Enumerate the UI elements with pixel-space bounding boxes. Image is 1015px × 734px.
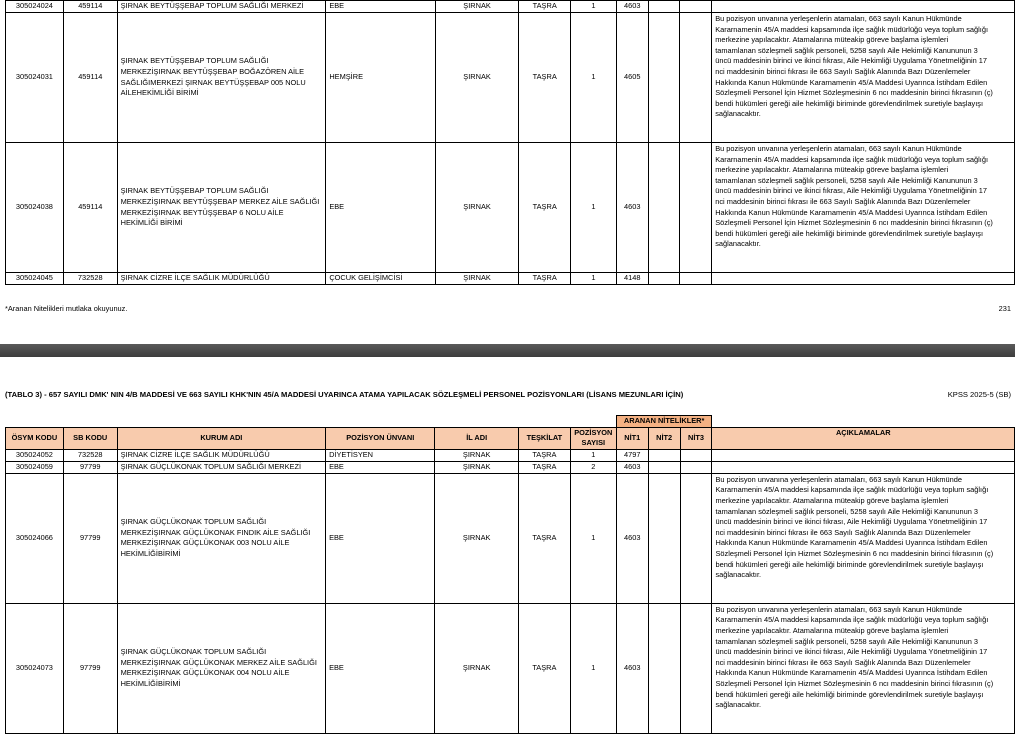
- kurum-adi-line: ŞIRNAK GÜÇLÜKONAK TOPLUM SAĞLIĞI MERKEZİ: [120, 517, 267, 537]
- nit3: [680, 473, 712, 603]
- table-row: [6, 1, 1015, 13]
- aciklamalar-line: nci maddesinin birinci fıkrası ile 663 Sayılı Sağlık Alanında Bazı Düzenlemeler: [715, 196, 971, 206]
- aciklamalar: [712, 603, 1015, 733]
- il-adi: ŞIRNAK: [435, 603, 518, 733]
- osym-kodu: 305024066: [6, 473, 64, 603]
- teskilat: TAŞRA: [518, 603, 570, 733]
- kurum-adi-line: ŞIRNAK GÜÇLÜKONAK FINDIK AİLE SAĞLIĞI MERKEZİ: [120, 527, 311, 548]
- kurum-adi-line: ŞIRNAK BEYTÜŞŞEBAP MERKEZ AİLE SAĞLIĞI MERKEZİ: [120, 196, 320, 217]
- nit2: [648, 143, 680, 273]
- table-row: [6, 143, 1015, 273]
- aciklamalar-line: tamamlanan sözleşmeli sağlık personeli, 5258 sayılı Aile Hekimliği Kanununun 3: [715, 636, 978, 646]
- aciklamalar-line: Kararnamenin 45/A maddesi kapsamında ilçe sağlık müdürlüğü veya toplum sağlığı: [715, 154, 989, 164]
- header-sb-kodu: SB KODU: [63, 427, 117, 449]
- il-adi: ŞIRNAK: [435, 273, 519, 285]
- aciklamalar-line: Kararnamenin 45/A maddesi kapsamında ilçe sağlık müdürlüğü veya toplum sağlığı: [715, 485, 989, 495]
- aciklamalar-line: Kararnamenin 45/A maddesi kapsamında ilçe sağlık müdürlüğü veya toplum sağlığı: [715, 615, 989, 625]
- teskilat: TAŞRA: [519, 1, 571, 13]
- aciklamalar-line: sağlanacaktır.: [715, 239, 761, 249]
- teskilat: TAŞRA: [518, 473, 570, 603]
- pozisyon-unvani: EBE: [326, 473, 435, 603]
- nit2: [648, 603, 680, 733]
- aciklamalar-line: tamamlanan sözleşmeli sağlık personeli, 5258 sayılı Aile Hekimliği Kanununun 3: [715, 506, 978, 516]
- kurum-adi: [117, 603, 325, 733]
- kurum-adi-line: ŞIRNAK CİZRE İLÇE SAĞLIK MÜDÜRLÜĞÜ: [120, 449, 270, 459]
- nit2: [648, 13, 680, 143]
- pozisyon-sayisi: 2: [570, 461, 616, 473]
- teskilat: TAŞRA: [518, 461, 570, 473]
- aciklamalar-line: Bu pozisyon unvanına yerleşenlerin atamaları, 663 sayılı Kanun Hükmünde: [715, 604, 962, 614]
- osym-kodu: 305024038: [6, 143, 64, 273]
- aciklamalar: [712, 449, 1015, 461]
- header-nit1: NİT1: [616, 427, 648, 449]
- aciklamalar-line: Sözleşmeli Personel İçin Hizmet Sözleşmesinin 6 ncı maddesinin birinci fıkrasının (ç): [715, 218, 993, 228]
- aciklamalar-line: sağlanacaktır.: [715, 700, 762, 710]
- osym-kodu: 305024052: [6, 449, 64, 461]
- aciklamalar-line: merkezine yapılacaktır. Atamalarına müteakip göreve başlama işlemleri: [715, 495, 949, 505]
- pozisyon-sayisi: 1: [570, 603, 616, 733]
- nit1: 4603: [616, 1, 648, 13]
- header-nit3: NİT3: [680, 427, 712, 449]
- il-adi: ŞIRNAK: [435, 461, 518, 473]
- teskilat: TAŞRA: [519, 13, 571, 143]
- kurum-adi-line: ŞIRNAK GÜÇLÜKONAK MERKEZ AİLE SAĞLIĞI MERKEZİ: [120, 657, 317, 678]
- pozisyon-sayisi: 1: [570, 449, 616, 461]
- il-adi: ŞIRNAK: [435, 449, 518, 461]
- nit3: [680, 603, 712, 733]
- aciklamalar-line: Bu pozisyon unvanına yerleşenlerin atamaları, 663 sayılı Kanun Hükmünde: [715, 14, 962, 23]
- aciklamalar-line: üncü maddesinin birinci ve ikinci fıkrası, Aile Hekimliği Uygulama Yönetmeliğinin 17: [715, 186, 988, 196]
- nit3: [680, 1, 712, 13]
- nit1: 4605: [616, 13, 648, 143]
- aciklamalar-line: Kararnamenin 45/A maddesi kapsamında ilçe sağlık müdürlüğü veya toplum sağlığı: [715, 24, 989, 34]
- exam-label: KPSS 2025-5 (SB): [947, 390, 1011, 399]
- kurum-adi-line: ŞIRNAK BEYTÜŞŞEBAP BOĞAZÖREN AİLE SAĞLIĞI: [120, 66, 305, 87]
- sb-kodu: 732528: [63, 449, 117, 461]
- table-row: [6, 461, 1015, 473]
- kurum-adi-line: ŞIRNAK GÜÇLÜKONAK TOPLUM SAĞLIĞI MERKEZİ: [120, 461, 302, 471]
- pozisyon-sayisi: 1: [571, 143, 617, 273]
- kurum-adi: [117, 273, 326, 285]
- header-nit2: NİT2: [648, 427, 680, 449]
- pozisyon-sayisi: 1: [571, 1, 617, 13]
- aciklamalar-line: üncü maddesinin birinci ve ikinci fıkrası, Aile Hekimliği Uygulama Yönetmeliğinin 17: [715, 56, 988, 66]
- page-number: 231: [998, 304, 1011, 313]
- osym-kodu: 305024073: [6, 603, 64, 733]
- il-adi: ŞIRNAK: [435, 473, 518, 603]
- footnote: *Aranan Nitelikleri mutlaka okuyunuz.: [5, 304, 128, 313]
- aciklamalar-line: üncü maddesinin birinci ve ikinci fıkrası, Aile Hekimliği Uygulama Yönetmeliğinin 17: [715, 517, 988, 527]
- aciklamalar-line: bendi hükümleri gereği aile hekimliği biriminde görevlendirilmek suretiyle başlayışı: [715, 559, 984, 569]
- nit1: 4603: [616, 603, 648, 733]
- header-kurum-adi: KURUM ADI: [117, 427, 325, 449]
- aciklamalar-line: merkezine yapılacaktır. Atamalarına müteakip göreve başlama işlemleri: [715, 625, 949, 635]
- kurum-adi: [117, 1, 326, 13]
- kurum-adi-line: ŞIRNAK BEYTÜŞŞEBAP TOPLUM SAĞLIĞI MERKEZİ: [120, 186, 269, 206]
- il-adi: ŞIRNAK: [435, 13, 519, 143]
- aciklamalar-line: sağlanacaktır.: [715, 570, 762, 580]
- nit2: [648, 1, 680, 13]
- pozisyon-unvani: ÇOCUK GELİŞİMCİSİ: [326, 273, 435, 285]
- pozisyon-sayisi: 1: [571, 13, 617, 143]
- aciklamalar-line: Bu pozisyon unvanına yerleşenlerin atamaları, 663 sayılı Kanun Hükmünde: [715, 474, 962, 484]
- kurum-adi-line: ŞIRNAK GÜÇLÜKONAK 004 NOLU AİLE HEKİMLİĞİ: [120, 668, 290, 688]
- kurum-adi: [117, 13, 326, 143]
- aciklamalar-line: Hakkında Kanun Hükmünde Kararnamenin 45/A Maddesi Uyarınca İstihdam Edilen: [715, 77, 988, 87]
- header-pozisyon-unvani: POZİSYON ÜNVANI: [326, 427, 435, 449]
- aciklamalar-line: Bu pozisyon unvanına yerleşenlerin atamaları, 663 sayılı Kanun Hükmünde: [715, 144, 962, 153]
- kurum-adi-line: ŞIRNAK GÜÇLÜKONAK TOPLUM SAĞLIĞI MERKEZİ: [120, 647, 267, 667]
- nit3: [680, 461, 712, 473]
- kurum-adi-line: ŞIRNAK CİZRE İLÇE SAĞLIK MÜDÜRLÜĞÜ: [120, 273, 270, 283]
- teskilat: TAŞRA: [519, 143, 571, 273]
- aciklamalar-line: nci maddesinin birinci fıkrası ile 663 Sayılı Sağlık Alanında Bazı Düzenlemeler: [715, 657, 971, 667]
- il-adi: ŞIRNAK: [435, 1, 519, 13]
- osym-kodu: 305024031: [6, 13, 64, 143]
- nit2: [648, 473, 680, 603]
- aciklamalar-line: Hakkında Kanun Hükmünde Kararnamenin 45/A Maddesi Uyarınca İstihdam Edilen: [715, 538, 988, 548]
- sb-kodu: 459114: [63, 1, 117, 13]
- aciklamalar-line: nci maddesinin birinci fıkrası ile 663 Sayılı Sağlık Alanında Bazı Düzenlemeler: [715, 527, 971, 537]
- pozisyon-sayisi: 1: [571, 273, 617, 285]
- pozisyon-sayisi: 1: [570, 473, 616, 603]
- table-row: [6, 473, 1015, 603]
- nit2: [648, 449, 680, 461]
- aciklamalar-line: Sözleşmeli Personel İçin Hizmet Sözleşmesinin 6 ncı maddesinin birinci fıkrasının (ç): [715, 548, 994, 558]
- aciklamalar-line: Sözleşmeli Personel İçin Hizmet Sözleşmesinin 6 ncı maddesinin birinci fıkrasının (ç): [715, 678, 994, 688]
- pozisyon-unvani: DİYETİSYEN: [326, 449, 435, 461]
- aciklamalar: [712, 473, 1015, 603]
- teskilat: TAŞRA: [518, 449, 570, 461]
- positions-table-page-2: [5, 415, 1015, 734]
- aciklamalar: [712, 461, 1015, 473]
- kurum-adi-line: BİRİMİ: [157, 678, 181, 688]
- table-row: [6, 449, 1015, 461]
- aciklamalar: [712, 13, 1015, 143]
- kurum-adi-line: HEKİMLİĞİ BİRİMİ: [136, 88, 199, 98]
- nit2: [648, 461, 680, 473]
- aciklamalar-line: merkezine yapılacaktır. Atamalarına müteakip göreve başlama işlemleri: [715, 35, 949, 45]
- kurum-adi-line: BİRİMİ: [157, 548, 181, 558]
- nit3: [680, 143, 712, 273]
- aciklamalar-line: tamamlanan sözleşmeli sağlık personeli, 5258 sayılı Aile Hekimliği Kanununun 3: [715, 45, 978, 55]
- table-title: (TABLO 3) - 657 SAYILI DMK' NIN 4/B MADDESİ VE 663 SAYILI KHK'NIN 45/A MADDESİ UYARINCA ATAMA YAPILACAK SÖZLEŞMELİ PERSONEL POZİSYONLARI (LİSANS MEZUNLARI İÇİN): [5, 390, 684, 399]
- positions-table-page-1: [5, 0, 1015, 285]
- nit3: [680, 273, 712, 285]
- header-teskilat: TEŞKİLAT: [518, 427, 570, 449]
- nit1: 4797: [616, 449, 648, 461]
- nit1: 4603: [616, 461, 648, 473]
- osym-kodu: 305024024: [6, 1, 64, 13]
- header-aciklamalar: AÇIKLAMALAR: [712, 427, 1015, 449]
- sb-kodu: 732528: [63, 273, 117, 285]
- aciklamalar: [712, 273, 1015, 285]
- sb-kodu: 97799: [63, 603, 117, 733]
- kurum-adi: [117, 449, 325, 461]
- osym-kodu: 305024059: [6, 461, 64, 473]
- kurum-adi-line: ŞIRNAK BEYTÜŞŞEBAP 6 NOLU AİLE HEKİMLİĞİ BİRİMİ: [120, 207, 284, 228]
- aciklamalar-line: bendi hükümleri gereği aile hekimliği biriminde görevlendirilmek suretiyle başlayışı: [715, 228, 984, 238]
- kurum-adi-line: ŞIRNAK GÜÇLÜKONAK 003 NOLU AİLE HEKİMLİĞİ: [120, 538, 290, 558]
- nit1: 4603: [616, 143, 648, 273]
- aciklamalar-line: sağlanacaktır.: [715, 109, 761, 119]
- aciklamalar-line: merkezine yapılacaktır. Atamalarına müteakip göreve başlama işlemleri: [715, 165, 949, 175]
- pozisyon-unvani: EBE: [326, 461, 435, 473]
- header-il-adi: İL ADI: [435, 427, 518, 449]
- aciklamalar-line: Hakkında Kanun Hükmünde Kararnamenin 45/A Maddesi Uyarınca İstihdam Edilen: [715, 207, 988, 217]
- nit2: [648, 273, 680, 285]
- nit1: 4603: [616, 473, 648, 603]
- aciklamalar: [712, 1, 1015, 13]
- aciklamalar-line: bendi hükümleri gereği aile hekimliği biriminde görevlendirilmek suretiyle başlayışı: [715, 689, 984, 699]
- table-row: [6, 13, 1015, 143]
- pozisyon-unvani: EBE: [326, 1, 435, 13]
- aciklamalar-line: bendi hükümleri gereği aile hekimliği biriminde görevlendirilmek suretiyle başlayışı: [715, 98, 984, 108]
- pozisyon-unvani: EBE: [326, 603, 435, 733]
- nit3: [680, 449, 712, 461]
- aciklamalar-line: üncü maddesinin birinci ve ikinci fıkrası, Aile Hekimliği Uygulama Yönetmeliğinin 17: [715, 647, 988, 657]
- pozisyon-unvani: HEMŞİRE: [326, 13, 435, 143]
- kurum-adi: [117, 143, 326, 273]
- table-row: [6, 603, 1015, 733]
- header-osym-kodu: ÖSYM KODU: [6, 427, 64, 449]
- pozisyon-unvani: EBE: [326, 143, 435, 273]
- sb-kodu: 97799: [63, 461, 117, 473]
- kurum-adi: [117, 473, 325, 603]
- kurum-adi-line: ŞIRNAK BEYTÜŞŞEBAP TOPLUM SAĞLIĞI MERKEZİ: [120, 1, 304, 11]
- sb-kodu: 97799: [63, 473, 117, 603]
- sb-kodu: 459114: [63, 143, 117, 273]
- aciklamalar-line: tamamlanan sözleşmeli sağlık personeli, 5258 sayılı Aile Hekimliği Kanununun 3: [715, 175, 978, 185]
- kurum-adi: [117, 461, 325, 473]
- teskilat: TAŞRA: [519, 273, 571, 285]
- kurum-adi-line: MERKEZİ ŞIRNAK BEYTÜŞŞEBAP 005 NOLU AİLE: [120, 77, 306, 98]
- page-separator: [0, 344, 1015, 357]
- aciklamalar-line: nci maddesinin birinci fıkrası ile 663 Sayılı Sağlık Alanında Bazı Düzenlemeler: [715, 66, 971, 76]
- il-adi: ŞIRNAK: [435, 143, 519, 273]
- aciklamalar: [712, 143, 1015, 273]
- aciklamalar-line: Hakkında Kanun Hükmünde Kararnamenin 45/A Maddesi Uyarınca İstihdam Edilen: [715, 668, 988, 678]
- sb-kodu: 459114: [63, 13, 117, 143]
- table-row: [6, 273, 1015, 285]
- kurum-adi-line: ŞIRNAK BEYTÜŞŞEBAP TOPLUM SAĞLIĞI MERKEZİ: [120, 56, 269, 76]
- nit1: 4148: [616, 273, 648, 285]
- header-aranan-nitelikler: ARANAN NİTELİKLER*: [616, 416, 712, 428]
- osym-kodu: 305024045: [6, 273, 64, 285]
- aciklamalar-line: Sözleşmeli Personel İçin Hizmet Sözleşmesinin 6 ncı maddesinin birinci fıkrasının (ç): [715, 88, 993, 98]
- header-pozisyon-sayisi: POZİSYON SAYISI: [570, 427, 616, 449]
- nit3: [680, 13, 712, 143]
